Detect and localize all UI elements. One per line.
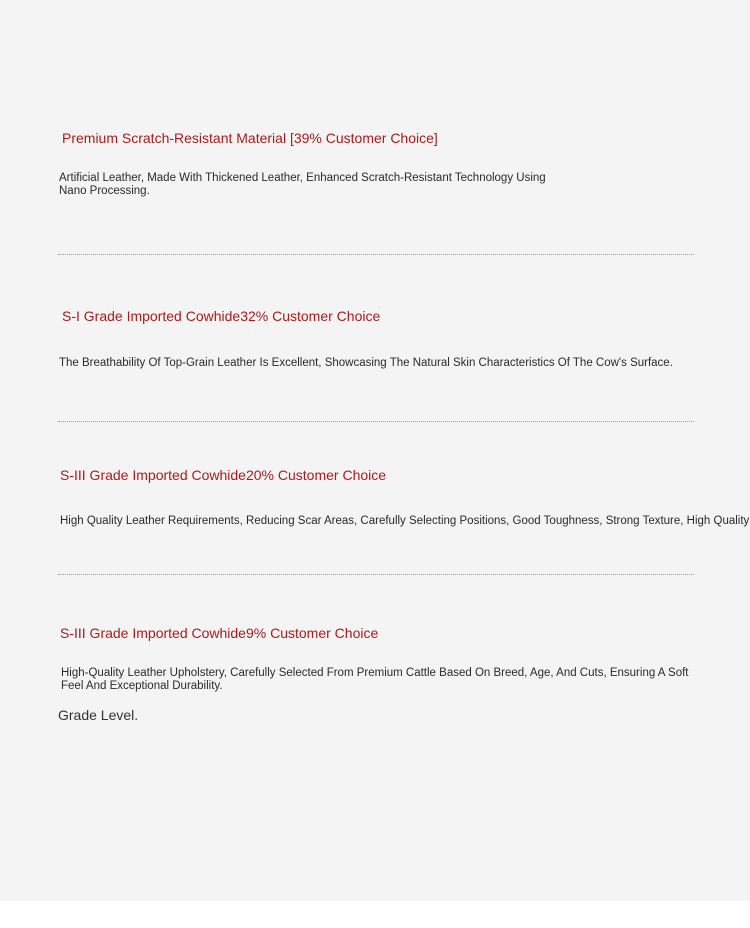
section-desc-s3-cowhide-9: High-Quality Leather Upholstery, Carefully Selected From Premium Cattle Based On Breed, Age, And Cuts, Ensuring A Soft Feel And Exceptional Durability.	[61, 667, 689, 692]
grade-level-label: Grade Level.	[58, 707, 139, 723]
section-divider	[58, 421, 694, 422]
section-divider	[58, 254, 694, 255]
section-title-s3-cowhide-9: S-III Grade Imported Cowhide9% Customer Choice	[60, 625, 379, 641]
section-divider	[58, 574, 694, 575]
section-title-s1-cowhide: S-I Grade Imported Cowhide32% Customer Choice	[62, 308, 381, 324]
section-desc-s3-cowhide-20: High Quality Leather Requirements, Reducing Scar Areas, Carefully Selecting Positions, Good Toughness, Strong Texture, High Quality	[60, 515, 750, 527]
section-title-scratch-resistant: Premium Scratch-Resistant Material [39% Customer Choice]	[62, 130, 438, 146]
section-desc-scratch-resistant: Artificial Leather, Made With Thickened Leather, Enhanced Scratch-Resistant Technology Using Nano Processing.	[59, 172, 546, 197]
section-desc-s1-cowhide: The Breathability Of Top-Grain Leather Is Excellent, Showcasing The Natural Skin Characteristics Of The Cow's Surface.	[59, 357, 673, 369]
section-title-s3-cowhide-20: S-III Grade Imported Cowhide20% Customer Choice	[60, 467, 387, 483]
